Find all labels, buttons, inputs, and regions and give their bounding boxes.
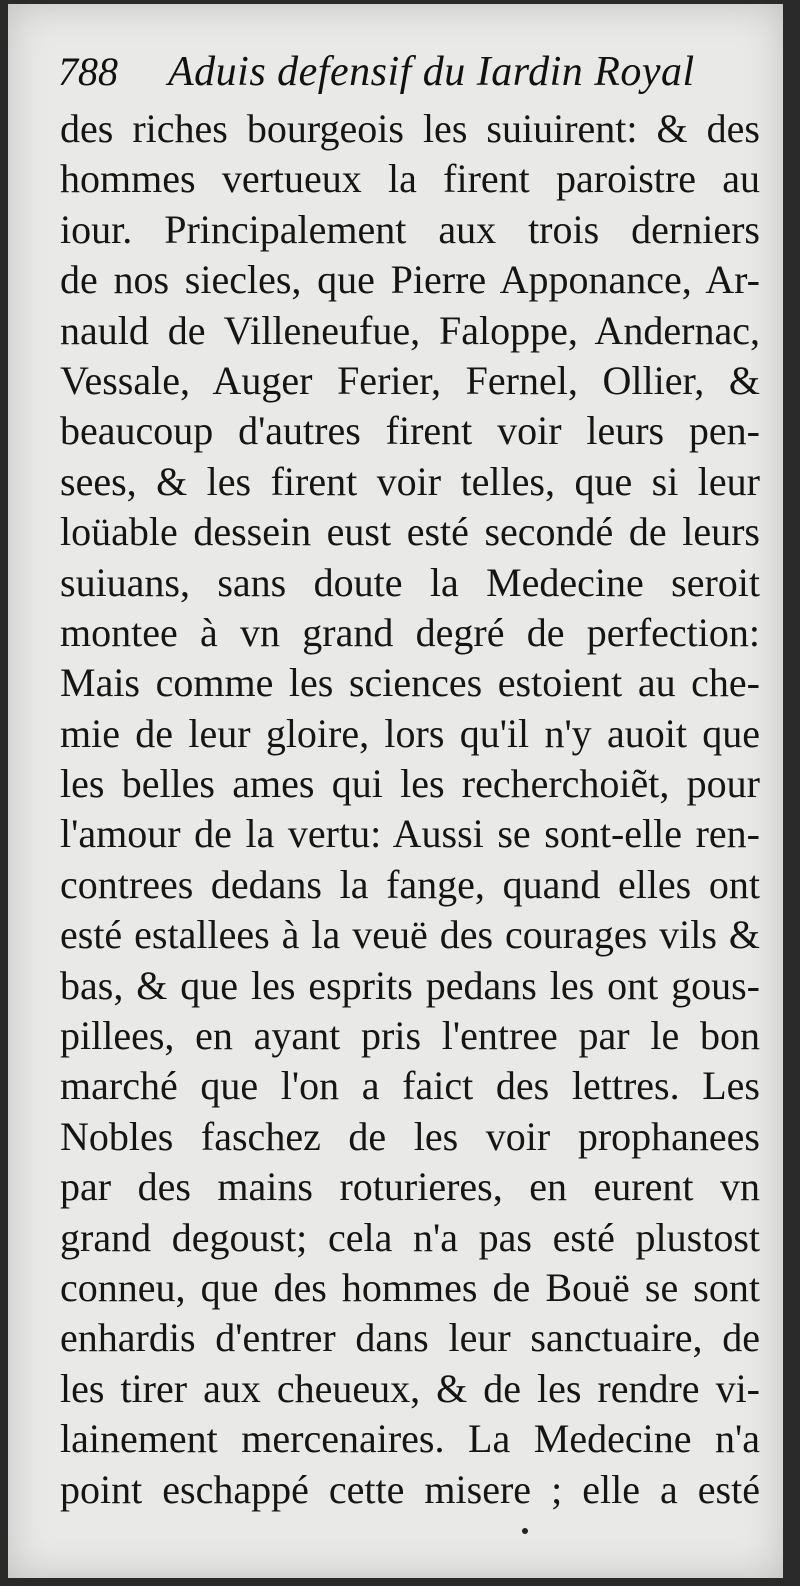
- text-line: Nobles faschez de les voir prophanees: [60, 1113, 760, 1159]
- ink-speck: [522, 1528, 528, 1534]
- text-line: point eschappé cette misere ; elle a esté: [60, 1466, 760, 1512]
- running-title: Aduis defensif du Iardin Royal: [168, 49, 695, 95]
- text-line: montee à vn grand degré de perfection:: [60, 609, 760, 655]
- text-line: marché que l'on a faict des lettres. Les: [60, 1063, 760, 1109]
- text-line: hommes vertueux la firent paroistre au: [60, 156, 760, 202]
- text-line: iour. Principalement aux trois derniers: [60, 206, 760, 252]
- text-line: grand degoust; cela n'a pas esté plustost: [60, 1214, 760, 1260]
- text-line: contrees dedans la fange, quand elles ont: [60, 861, 760, 907]
- body-text: [60, 104, 760, 1515]
- text-line: les tirer aux cheueux, & de les rendre vi-: [60, 1365, 760, 1411]
- text-line: pillees, en ayant pris l'entree par le bon: [60, 1013, 760, 1059]
- text-line: Mais comme les sciences estoient au che-: [60, 660, 760, 706]
- text-line: beaucoup d'autres firent voir leurs pen-: [60, 408, 760, 454]
- text-line: les belles ames qui les recherchoiẽt, pour: [60, 761, 760, 807]
- text-line: loüable dessein eust esté secondé de leurs: [60, 509, 760, 555]
- book-page: [8, 4, 783, 1578]
- text-line: suiuans, sans doute la Medecine seroit: [60, 559, 760, 605]
- text-line: bas, & que les esprits pedans les ont gous-: [60, 962, 760, 1008]
- text-line: conneu, que des hommes de Bouë se sont: [60, 1264, 760, 1310]
- text-line: l'amour de la vertu: Aussi se sont-elle ren-: [60, 811, 760, 857]
- page-number: 788: [58, 49, 118, 94]
- text-line: enhardis d'entrer dans leur sanctuaire, de: [60, 1315, 760, 1361]
- text-line: mie de leur gloire, lors qu'il n'y auoit que: [60, 710, 760, 756]
- text-line: des riches bourgeois les suiuirent: & des: [60, 106, 760, 151]
- text-line: Vessale, Auger Ferier, Fernel, Ollier, &: [60, 357, 760, 403]
- text-line: nauld de Villeneufue, Faloppe, Andernac,: [60, 307, 760, 353]
- text-line: par des mains roturieres, en eurent vn: [60, 1164, 760, 1210]
- text-line: esté estallees à la veuë des courages vils &: [60, 912, 760, 958]
- text-line: lainement mercenaires. La Medecine n'a: [60, 1416, 760, 1462]
- text-line: de nos siecles, que Pierre Apponance, Ar-: [60, 257, 760, 303]
- text-line: sees, & les firent voir telles, que si leur: [60, 458, 760, 504]
